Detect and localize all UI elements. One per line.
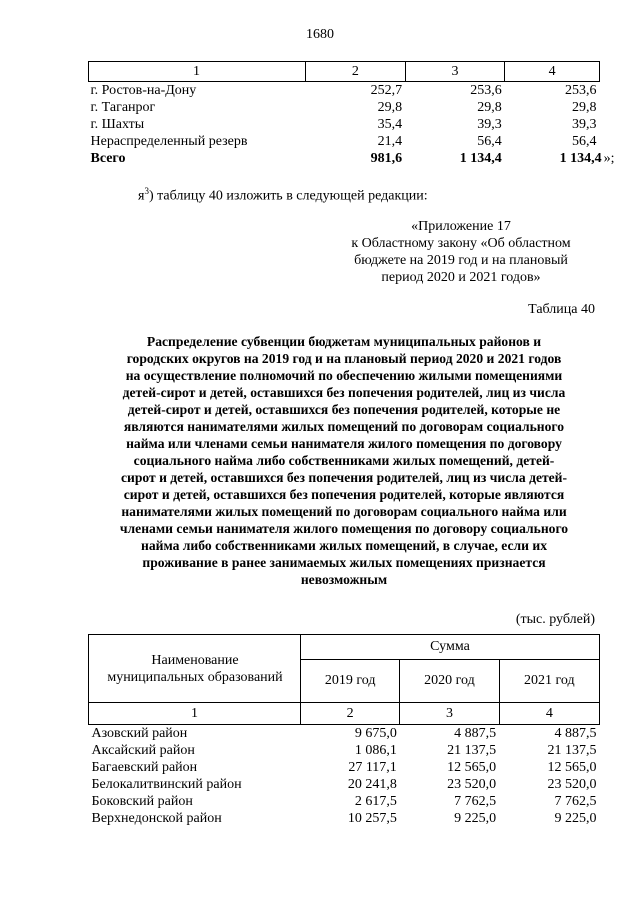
closing-quote: »; <box>603 151 615 166</box>
title-line: нанимателями жилых помещений по договорам социального найма или <box>121 504 567 519</box>
total-2019: 981,6 <box>370 151 403 166</box>
row-name: г. Шахты <box>90 117 145 132</box>
total-row <box>89 150 600 167</box>
total-2020: 1 134,4 <box>459 151 502 166</box>
total-label: Всего <box>90 151 126 166</box>
value-2019: 29,8 <box>377 100 403 115</box>
column-index: 2 <box>306 62 406 82</box>
year-2019-header: 2019 год <box>300 660 399 703</box>
value-2020: 23 520,0 <box>447 777 497 792</box>
value-2020: 39,3 <box>477 117 502 132</box>
total-2021: 1 134,4 <box>559 151 602 166</box>
appendix-line: бюджете на 2019 год и на плановый <box>354 253 568 268</box>
title-line: проживание в ранее занимаемых жилых помещениях признается <box>142 555 546 570</box>
value-2020: 9 225,0 <box>454 811 497 826</box>
value-2019: 27 117,1 <box>348 760 397 775</box>
title-line: городских округов на 2019 год и на плановый период 2020 и 2021 годов <box>126 351 562 366</box>
value-2019: 21,4 <box>377 134 403 149</box>
value-2019: 20 241,8 <box>347 777 397 792</box>
title-line: на осуществление полномочий по обеспечению жилыми помещениями <box>125 368 563 383</box>
value-2021: 56,4 <box>572 134 597 149</box>
instruction-sup: 3 <box>144 186 149 196</box>
column-index: 2 <box>300 703 399 725</box>
district-name: Верхнедонской район <box>91 811 222 826</box>
table-row <box>89 742 600 759</box>
value-2020: 21 137,5 <box>447 743 497 758</box>
table-header-row <box>89 62 600 82</box>
value-2019: 10 257,5 <box>347 811 397 826</box>
column-index: 3 <box>400 703 499 725</box>
value-2021: 9 225,0 <box>554 811 597 826</box>
title-line: социального найма либо собственниками жилых помещений, детей- <box>133 453 555 468</box>
title-line: найма или членами семьи нанимателя жилого помещения по договору <box>126 436 562 451</box>
appendix-note <box>330 218 592 286</box>
value-2021: 23 520,0 <box>547 777 597 792</box>
value-2020: 4 887,5 <box>454 726 497 741</box>
title-line: сирот и детей, оставшихся без попечения родителей, лиц из числа детей- <box>120 470 568 485</box>
title-line: найма либо собственниками жилых помещений, в случае, если их <box>140 538 548 553</box>
title-line: детей-сирот и детей, оставшихся без попечения родителей, лиц из числа <box>122 385 566 400</box>
value-2020: 253,6 <box>470 83 502 98</box>
title-line: Распределение субвенции бюджетам муниципальных районов и <box>146 334 542 349</box>
column-index: 1 <box>89 703 301 725</box>
title-line: членами семьи нанимателя жилого помещения по договору социального <box>119 521 569 536</box>
value-2019: 252,7 <box>370 83 403 98</box>
column-index: 1 <box>89 62 306 82</box>
value-2020: 12 565,0 <box>447 760 497 775</box>
table-row <box>89 793 600 810</box>
title-line: являются нанимателями жилых помещений по договорам социального <box>123 419 565 434</box>
page-number: 1680 <box>306 27 334 42</box>
district-name: Боковский район <box>91 794 193 809</box>
title-line: детей-сирот и детей, оставшихся без попечения родителей, которые не <box>127 402 561 417</box>
value-2020: 29,8 <box>477 100 502 115</box>
value-2021: 21 137,5 <box>547 743 597 758</box>
table-title <box>86 333 602 588</box>
row-name: Нераспределенный резерв <box>90 134 248 149</box>
name-header-line: Наименование <box>151 652 239 668</box>
value-2021: 253,6 <box>565 83 597 98</box>
value-2021: 29,8 <box>572 100 597 115</box>
appendix-line: к Областному закону «Об областном <box>351 236 571 251</box>
appendix-line: «Приложение 17 <box>411 219 511 234</box>
units-label: (тыс. рублей) <box>515 612 595 627</box>
value-2021: 39,3 <box>572 117 597 132</box>
value-2020: 7 762,5 <box>454 794 497 809</box>
district-name: Аксайский район <box>91 743 195 758</box>
table-row <box>89 116 600 133</box>
table-row <box>89 810 600 827</box>
table-label: Таблица 40 <box>528 302 595 317</box>
value-2021: 7 762,5 <box>554 794 597 809</box>
district-name: Белокалитвинский район <box>91 777 242 792</box>
name-header-line: муниципальных образований <box>107 669 283 685</box>
title-line: невозможным <box>300 572 388 587</box>
value-2019: 2 617,5 <box>354 794 397 809</box>
table-row <box>89 759 600 776</box>
title-line: сирот и детей, оставшихся без попечения родителей, которые являются <box>123 487 565 502</box>
value-2021: 4 887,5 <box>554 726 597 741</box>
value-2019: 1 086,1 <box>354 743 397 758</box>
value-2019: 9 675,0 <box>354 726 397 741</box>
table-row <box>89 99 600 116</box>
district-name: Азовский район <box>91 726 188 741</box>
value-2021: 12 565,0 <box>547 760 597 775</box>
column-index: 3 <box>405 62 505 82</box>
row-name: г. Ростов-на-Дону <box>90 83 197 98</box>
instruction-text: ) таблицу 40 изложить в следующей редакции: <box>148 188 428 204</box>
district-name: Багаевский район <box>91 760 198 775</box>
table-row <box>89 776 600 793</box>
value-2020: 56,4 <box>477 134 502 149</box>
column-index: 4 <box>499 703 599 725</box>
column-index: 4 <box>505 62 600 82</box>
table-row <box>89 82 600 100</box>
value-2019: 35,4 <box>377 117 403 132</box>
year-2021-header: 2021 год <box>499 660 599 703</box>
continuation-table <box>88 61 615 167</box>
row-name: г. Таганрог <box>90 100 156 115</box>
instruction-prefix: я <box>138 188 145 204</box>
table-row <box>89 725 600 743</box>
total-2021-cell <box>505 150 615 167</box>
name-column-header <box>89 635 301 703</box>
year-2020-header: 2020 год <box>400 660 499 703</box>
appendix-line: период 2020 и 2021 годов» <box>381 270 541 285</box>
index-row <box>89 703 600 725</box>
header-row-1 <box>89 635 600 660</box>
table-row <box>89 133 600 150</box>
instruction-paragraph <box>138 186 428 205</box>
sum-header: Сумма <box>300 635 599 660</box>
subvention-table <box>88 634 600 827</box>
